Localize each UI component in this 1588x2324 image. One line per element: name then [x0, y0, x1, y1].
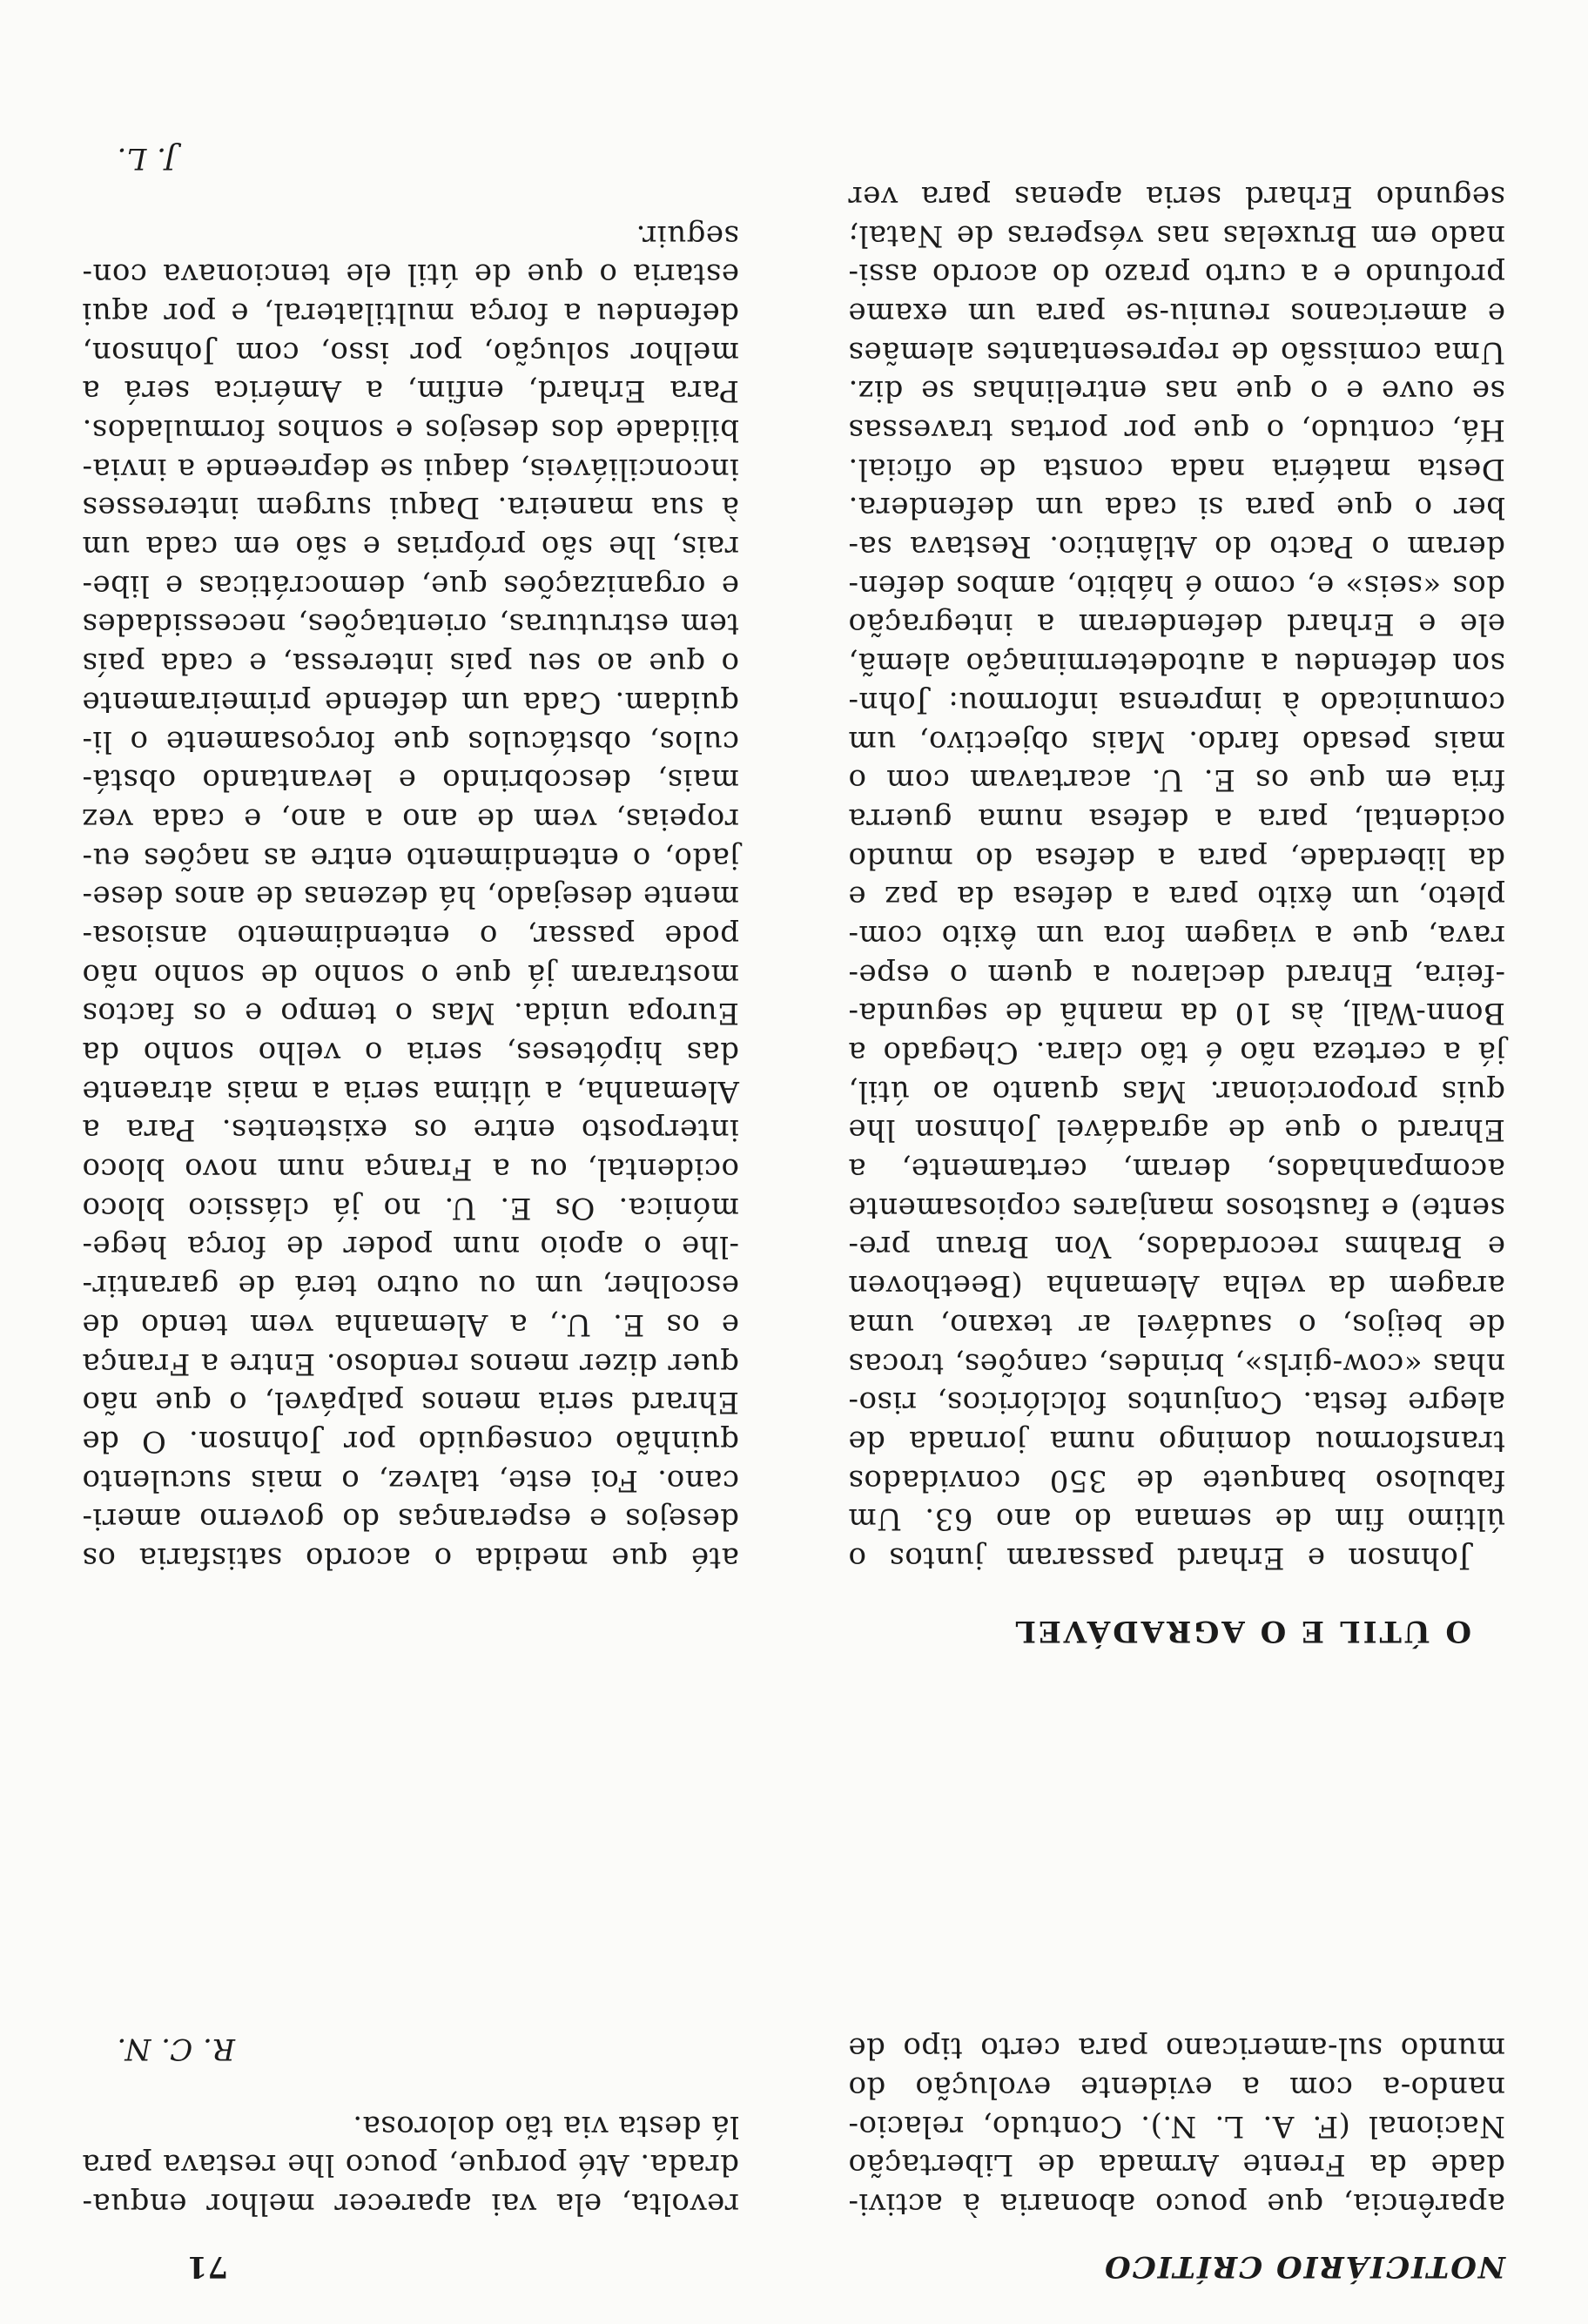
text-line: alegre festa. Conjuntos folclóricos, riso-	[848, 1385, 1505, 1421]
top-left-column	[848, 2029, 1505, 2223]
text-line: cano. Foi este, talvez, o mais suculento	[82, 1462, 739, 1498]
text-line: transformou domingo numa jornada de	[848, 1423, 1505, 1459]
text-line: de beijos, o saudável ar texano, uma	[848, 1306, 1505, 1342]
text-line: e americanos reuniu-se para um exame	[848, 296, 1505, 331]
text-line: pleto, um êxito para a defesa da paz e	[848, 879, 1505, 915]
text-line: mundo sul-americano para certo tipo de	[848, 2031, 1505, 2066]
text-line: Nacional (F. A. L. N.). Contudo, relacio-	[848, 2108, 1505, 2144]
text-line: deram o Pacto do Atlântico. Restava sa-	[848, 529, 1505, 565]
text-line: fria em que os E. U. acartavam com o	[848, 762, 1505, 798]
author-initials: R. C. N.	[117, 2031, 236, 2066]
text-line: ropeias, vem de ano a ano, e cada vez	[82, 801, 739, 836]
text-line: rava, que a viagem fora um êxito com-	[848, 918, 1505, 953]
text-line: e organizações que, democráticas e libe-	[82, 568, 739, 603]
text-line: das hipóteses, seria o velho sonho da	[82, 1035, 739, 1071]
text-line: profundo e a curto prazo do acordo assi-	[848, 257, 1505, 292]
text-line: segundo Erhard seria apenas para ver	[848, 178, 1505, 214]
text-line: bilidade dos desejos e sonhos formulados.	[82, 413, 739, 448]
text-line: desejos e esperanças do governo ameri-	[82, 1501, 739, 1537]
text-line: da liberdade, para a defesa do mundo	[848, 840, 1505, 876]
text-line: tem estruturas, orientações, necessidades	[82, 607, 739, 642]
text-line: ocidental, para a defesa numa guerra	[848, 801, 1505, 836]
text-line: pode passar, o entendimento ansiosa-	[82, 918, 739, 953]
text-line: e Brahms recordados, Von Braun pre-	[848, 1229, 1505, 1265]
text-line: se ouve e o que nas entrelinhas se diz.	[848, 373, 1505, 409]
text-line: dos «seis» e, como é hábito, ambos defen-	[848, 568, 1505, 603]
text-line: Europa unida. Mas o tempo e os factos	[82, 996, 739, 1031]
text-line: até que medida o acordo satisfaria os	[82, 1541, 739, 1575]
top-right-column	[82, 2029, 739, 2223]
author-initials: J. L.	[117, 140, 177, 176]
text-line: melhor solução, por isso, com Johnson,	[82, 334, 739, 370]
page-number: 71	[186, 2249, 228, 2284]
text-line: -feira, Ehrard declarou a quem o espe-	[848, 957, 1505, 992]
text-line: interposto entre os existentes. Para a	[82, 1112, 739, 1148]
text-line: nhas «cow-girls», brindes, canções, trocas	[848, 1346, 1505, 1381]
text-line: estaria o que de útil ele tencionava con-	[82, 257, 739, 292]
text-line: revolta, ela vai aparecer melhor enqua-	[82, 2186, 739, 2221]
text-line: Ehrard seria menos palpável, o que não	[82, 1385, 739, 1421]
text-line: fabuloso banquete de 350 convidados	[848, 1462, 1505, 1498]
text-line: Para Erhard, enfim, a América será a	[82, 373, 739, 409]
text-line: Desta matéria nada consta de oficial.	[848, 451, 1505, 487]
text-line: quis proporcionar. Mas quanto ao útil,	[848, 1073, 1505, 1109]
text-line: nado em Bruxelas nas vésperas de Natal;	[848, 218, 1505, 253]
text-line: seguir.	[636, 218, 739, 253]
text-line: sente) e faustosos manjares copiosamente	[848, 1190, 1505, 1226]
text-line: -lhe o apoio num poder de força hege-	[82, 1229, 739, 1265]
text-line: rais, lhe são próprias e são em cada um	[82, 529, 739, 565]
text-line: comunicado à imprensa informou: John-	[848, 684, 1505, 720]
text-line: dade da Frente Armada de Libertação	[848, 2147, 1505, 2183]
text-line: e os E. U., a Alemanha vem tendo de	[82, 1306, 739, 1342]
text-line: mente desejado, há dezenas de anos dese-	[82, 879, 739, 915]
text-line: Johnson e Erhard passaram juntos o	[848, 1541, 1470, 1575]
text-line: aragem da velha Alemanha (Beethoven	[848, 1268, 1505, 1304]
text-line: quinhão conseguido por Johnson. O de	[82, 1423, 739, 1459]
text-line: culos, obstáculos que forçosamente o li-	[82, 723, 739, 759]
text-line: drada. Até porque, pouco lhe restava para	[82, 2147, 739, 2183]
running-header: NOTICIÁRIO CRÍTICO	[1103, 2249, 1505, 2284]
text-line: inconciliáveis, daqui se depreende a invia-	[82, 451, 739, 487]
text-line: Alemanha, a última seria a mais atraente	[82, 1073, 739, 1109]
text-line: ele e Erhard defenderam a integração	[848, 607, 1505, 642]
text-line: mais, descobrindo e levantando obstá-	[82, 762, 739, 798]
text-line: escolher, um ou outro terá de garantir-	[82, 1268, 739, 1304]
text-line: aparência, que pouco abonaria à activi-	[848, 2186, 1505, 2221]
article-left-column	[848, 177, 1505, 1577]
text-line: Uma comissão de representantes alemães	[848, 334, 1505, 370]
text-line: jado, o entendimento entre as nações eu-	[82, 840, 739, 876]
text-line: mostraram já que o sonho de sonho não	[82, 957, 739, 992]
article-right-column	[82, 138, 739, 1577]
text-line: acompanhados, deram, certamente, a	[848, 1152, 1505, 1187]
text-line: Bonn-Wall, às 10 da manhã de segunda-	[848, 996, 1505, 1031]
text-line: ocidental, ou a França num novo bloco	[82, 1152, 739, 1187]
text-line: à sua maneira. Daqui surgem interesses	[82, 490, 739, 526]
text-line: Há, contudo, o que por portas travessas	[848, 413, 1505, 448]
text-line: o que ao seu país interessa, e cada país	[82, 646, 739, 682]
text-line: quer dizer menos rendoso. Entre a França	[82, 1346, 739, 1381]
text-line: último fim de semana do ano 63. Um	[848, 1501, 1505, 1537]
article-title: O ÚTIL E O AGRADÁVEL	[1013, 1614, 1471, 1649]
text-line: lá desta via tão dolorosa.	[352, 2108, 739, 2144]
text-line: nando-a com a evidente evolução do	[848, 2069, 1505, 2105]
text-line: quidam. Cada um defende primeiramente	[82, 684, 739, 720]
text-line: Ehrard o que de agradável Johnson lhe	[848, 1112, 1505, 1148]
text-line: mais pesado fardo. Mais objectivo, um	[848, 723, 1505, 759]
text-line: já a certeza não é tão clara. Chegado a	[848, 1035, 1505, 1071]
text-line: mónica. Os E. U. no já clássico bloco	[82, 1190, 739, 1226]
text-line: son defendeu a autodeterminação alemã,	[848, 646, 1505, 682]
text-line: ber o que para si cada um defendera.	[848, 490, 1505, 526]
text-line: defendeu a força multilateral, e por aqui	[82, 296, 739, 331]
